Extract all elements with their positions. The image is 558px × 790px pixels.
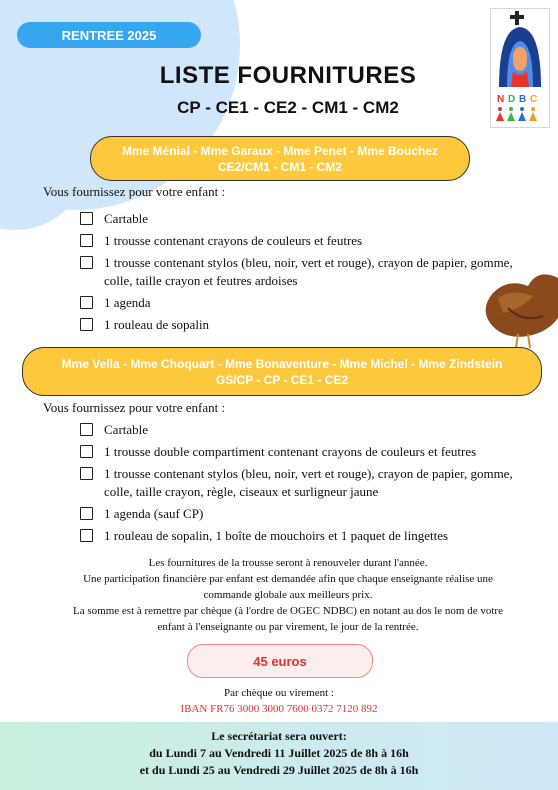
- section2-teachers: Mme Vella - Mme Choquart - Mme Bonaventure - Mme Michel - Mme Zindstein: [61, 356, 503, 371]
- section1-intro: Vous fournissez pour votre enfant :: [43, 184, 226, 199]
- checkbox[interactable]: [80, 507, 93, 520]
- checkbox[interactable]: [80, 423, 93, 436]
- list-item: 1 trousse contenant stylos (bleu, noir, vert et rouge), crayon de papier, gomme, colle, taille crayon, règle, ciseaux et surligneur jaune: [80, 465, 530, 501]
- notes-line: commande globale aux meilleurs prix.: [203, 589, 373, 601]
- hen-illustration: [478, 268, 558, 353]
- checkbox[interactable]: [80, 529, 93, 542]
- footer-line: et du Lundi 25 au Vendredi 29 Juillet 2025 de 8h à 16h: [139, 763, 419, 777]
- footer-line: du Lundi 7 au Vendredi 11 Juillet 2025 de 8h à 16h: [149, 746, 409, 760]
- rentree-badge: RENTREE 2025: [17, 22, 201, 48]
- checkbox[interactable]: [80, 318, 93, 331]
- list-item: 1 rouleau de sopalin, 1 boîte de mouchoirs et 1 paquet de lingettes: [80, 527, 530, 545]
- svg-text:N: N: [497, 94, 505, 105]
- section1-supply-list: [80, 210, 520, 338]
- list-item: Cartable: [80, 210, 520, 228]
- notes-line: enfant à l'enseignante ou par virement, le jour de la rentrée.: [157, 621, 419, 633]
- list-item: 1 rouleau de sopalin: [80, 316, 520, 334]
- page-subtitle: CP - CE1 - CE2 - CM1 - CM2: [177, 98, 399, 117]
- footer-hours: [0, 722, 558, 790]
- section2-classes: GS/CP - CP - CE1 - CE2: [215, 372, 349, 387]
- section1-teachers: Mme Ménial - Mme Garaux - Mme Penet - Mme Bouchez: [121, 143, 439, 158]
- notes-line: La somme est à remettre par chèque (à l'ordre de OGEC NDBC) en notant au dos le nom de votre: [73, 605, 503, 617]
- checkbox[interactable]: [80, 234, 93, 247]
- iban-text: IBAN FR76 3000 3000 7600 0372 7120 892: [180, 703, 378, 715]
- checkbox[interactable]: [80, 212, 93, 225]
- payment-block: [0, 685, 558, 717]
- notes-line: Une participation financière par enfant est demandée afin que chaque enseignante réalise une: [83, 573, 493, 585]
- list-item: 1 trousse double compartiment contenant crayons de couleurs et feutres: [80, 443, 530, 461]
- section2-teachers-box: [22, 347, 542, 396]
- section2-intro: Vous fournissez pour votre enfant :: [43, 400, 226, 415]
- list-item: 1 trousse contenant stylos (bleu, noir, vert et rouge), crayon de papier, gomme, colle, taille crayon et feutres ardoises: [80, 254, 520, 290]
- section1-teachers-box: [90, 136, 470, 181]
- section1-classes: CE2/CM1 - CM1 - CM2: [217, 159, 342, 174]
- payment-label: Par chèque ou virement :: [224, 687, 334, 699]
- footer-line: Le secrétariat sera ouvert:: [211, 729, 347, 743]
- svg-text:B: B: [519, 94, 527, 105]
- notes-block: [18, 555, 558, 635]
- checkbox[interactable]: [80, 296, 93, 309]
- svg-text:D: D: [508, 94, 516, 105]
- page-title: LISTE FOURNITURES: [159, 62, 417, 89]
- svg-text:C: C: [530, 94, 538, 105]
- price-badge: 45 euros: [187, 644, 373, 678]
- list-item: Cartable: [80, 421, 530, 439]
- list-item: 1 trousse contenant crayons de couleurs et feutres: [80, 232, 520, 250]
- section2-supply-list: [80, 421, 530, 549]
- notes-line: Les fournitures de la trousse seront à renouveler durant l'année.: [148, 557, 428, 569]
- checkbox[interactable]: [80, 256, 93, 269]
- checkbox[interactable]: [80, 445, 93, 458]
- list-item: 1 agenda (sauf CP): [80, 505, 530, 523]
- list-item: 1 agenda: [80, 294, 520, 312]
- checkbox[interactable]: [80, 467, 93, 480]
